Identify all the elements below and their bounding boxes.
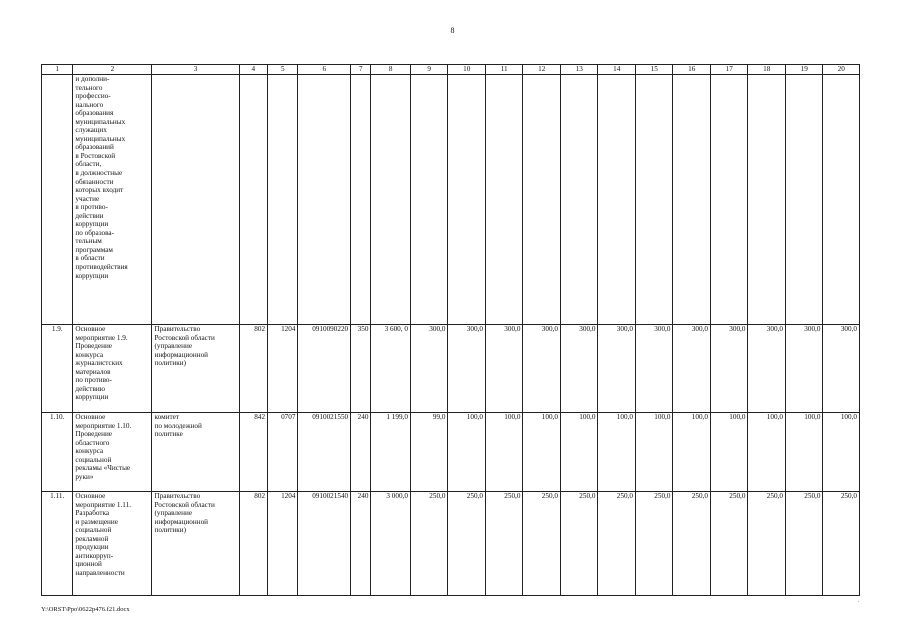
responsible-executor: Правительство Ростовской области (управление информационной политики) (152, 325, 239, 413)
year-amount: 250,0 (485, 492, 523, 596)
expense-type-code: 240 (351, 413, 371, 492)
table-cell (239, 75, 267, 325)
year-amount: 300,0 (710, 325, 748, 413)
year-amount: 100,0 (748, 413, 786, 492)
year-amount: 300,0 (748, 325, 786, 413)
target-article-code: 0910090220 (298, 325, 351, 413)
year-amount: 100,0 (523, 413, 561, 492)
column-number: 5 (268, 65, 298, 75)
table-row-continuation (42, 75, 860, 325)
column-number: 10 (448, 65, 486, 75)
column-number: 4 (239, 65, 267, 75)
column-number: 13 (560, 65, 598, 75)
year-amount: 250,0 (710, 492, 748, 596)
column-number: 9 (410, 65, 448, 75)
year-amount: 300,0 (448, 325, 486, 413)
year-amount: 250,0 (560, 492, 598, 596)
row-number: 1.9. (42, 325, 73, 413)
year-amount: 100,0 (448, 413, 486, 492)
year-amount: 100,0 (710, 413, 748, 492)
column-number: 11 (485, 65, 523, 75)
table-cell (298, 75, 351, 325)
budget-code: 842 (239, 413, 267, 492)
year-amount: 100,0 (560, 413, 598, 492)
budget-table (41, 64, 860, 596)
year-amount: 250,0 (823, 492, 860, 596)
table-cell (785, 75, 823, 325)
table-cell (748, 75, 786, 325)
year-amount: 250,0 (748, 492, 786, 596)
table-cell (351, 75, 371, 325)
event-description: Основное мероприятие 1.10. Проведение областного конкурса социальной рекламы «Чистые руки» (73, 413, 152, 492)
column-number: 16 (673, 65, 711, 75)
table-cell (268, 75, 298, 325)
column-number: 1 (42, 65, 73, 75)
table-cell (371, 75, 411, 325)
year-amount: 100,0 (485, 413, 523, 492)
budget-code: 802 (239, 325, 267, 413)
corner-mark: . (858, 598, 860, 604)
year-amount: 300,0 (823, 325, 860, 413)
table-cell (42, 75, 73, 325)
column-number: 12 (523, 65, 561, 75)
section-code: 1204 (268, 325, 298, 413)
column-number: 20 (823, 65, 860, 75)
event-description: Основное мероприятие 1.9. Проведение конкурса журналистских материалов по противо- действию коррупции (73, 325, 152, 413)
year-amount: 250,0 (410, 492, 448, 596)
table-cell (710, 75, 748, 325)
expense-type-code: 350 (351, 325, 371, 413)
total-amount: 3 000,0 (371, 492, 411, 596)
page-number: 8 (450, 26, 455, 35)
column-number: 3 (152, 65, 239, 75)
year-amount: 250,0 (598, 492, 636, 596)
total-amount: 1 199,0 (371, 413, 411, 492)
table-row (42, 325, 860, 413)
column-number: 18 (748, 65, 786, 75)
budget-code: 802 (239, 492, 267, 596)
target-article-code: 0910021550 (298, 413, 351, 492)
table-row (42, 492, 860, 596)
column-number: 6 (298, 65, 351, 75)
footer-file-path: Y:\ORST\Ppo\0622p476.f21.docx (41, 606, 130, 613)
year-amount: 100,0 (785, 413, 823, 492)
year-amount: 300,0 (485, 325, 523, 413)
target-article-code: 0910021540 (298, 492, 351, 596)
table-cell (635, 75, 673, 325)
row-number: 1.11. (42, 492, 73, 596)
column-number: 2 (73, 65, 152, 75)
year-amount: 100,0 (673, 413, 711, 492)
total-amount: 3 600, 0 (371, 325, 411, 413)
year-amount: 300,0 (635, 325, 673, 413)
year-amount: 250,0 (673, 492, 711, 596)
table-cell (560, 75, 598, 325)
table-cell (523, 75, 561, 325)
event-description-continued: и дополни- тельного профессио- нального образования муниципальных служащих муниципальных образований в Ростовской области, в должностные обязанности которых входит участие в противо- действии коррупции по образова- тельным программам в области противодействия коррупции (73, 75, 152, 325)
year-amount: 300,0 (598, 325, 636, 413)
year-amount: 250,0 (448, 492, 486, 596)
table-cell (485, 75, 523, 325)
year-amount: 100,0 (635, 413, 673, 492)
year-amount: 300,0 (523, 325, 561, 413)
column-number: 7 (351, 65, 371, 75)
table-cell (152, 75, 239, 325)
year-amount: 250,0 (785, 492, 823, 596)
year-amount: 300,0 (410, 325, 448, 413)
expense-type-code: 240 (351, 492, 371, 596)
year-amount: 100,0 (598, 413, 636, 492)
column-number: 8 (371, 65, 411, 75)
column-number-row (42, 65, 860, 75)
responsible-executor: комитет по молодежной политике (152, 413, 239, 492)
row-number: 1.10. (42, 413, 73, 492)
table-row (42, 413, 860, 492)
responsible-executor: Правительство Ростовской области (управление информационной политики) (152, 492, 239, 596)
section-code: 1204 (268, 492, 298, 596)
year-amount: 300,0 (673, 325, 711, 413)
column-number: 14 (598, 65, 636, 75)
section-code: 0707 (268, 413, 298, 492)
year-amount: 250,0 (635, 492, 673, 596)
table-cell (448, 75, 486, 325)
year-amount: 100,0 (823, 413, 860, 492)
year-amount: 99,0 (410, 413, 448, 492)
table-cell (673, 75, 711, 325)
table-cell (598, 75, 636, 325)
year-amount: 250,0 (523, 492, 561, 596)
event-description: Основное мероприятие 1.11. Разработка и размещение социальной рекламной продукции антикорруп- ционной направленности (73, 492, 152, 596)
column-number: 15 (635, 65, 673, 75)
year-amount: 300,0 (560, 325, 598, 413)
table-cell (823, 75, 860, 325)
year-amount: 300,0 (785, 325, 823, 413)
column-number: 19 (785, 65, 823, 75)
column-number: 17 (710, 65, 748, 75)
table-cell (410, 75, 448, 325)
